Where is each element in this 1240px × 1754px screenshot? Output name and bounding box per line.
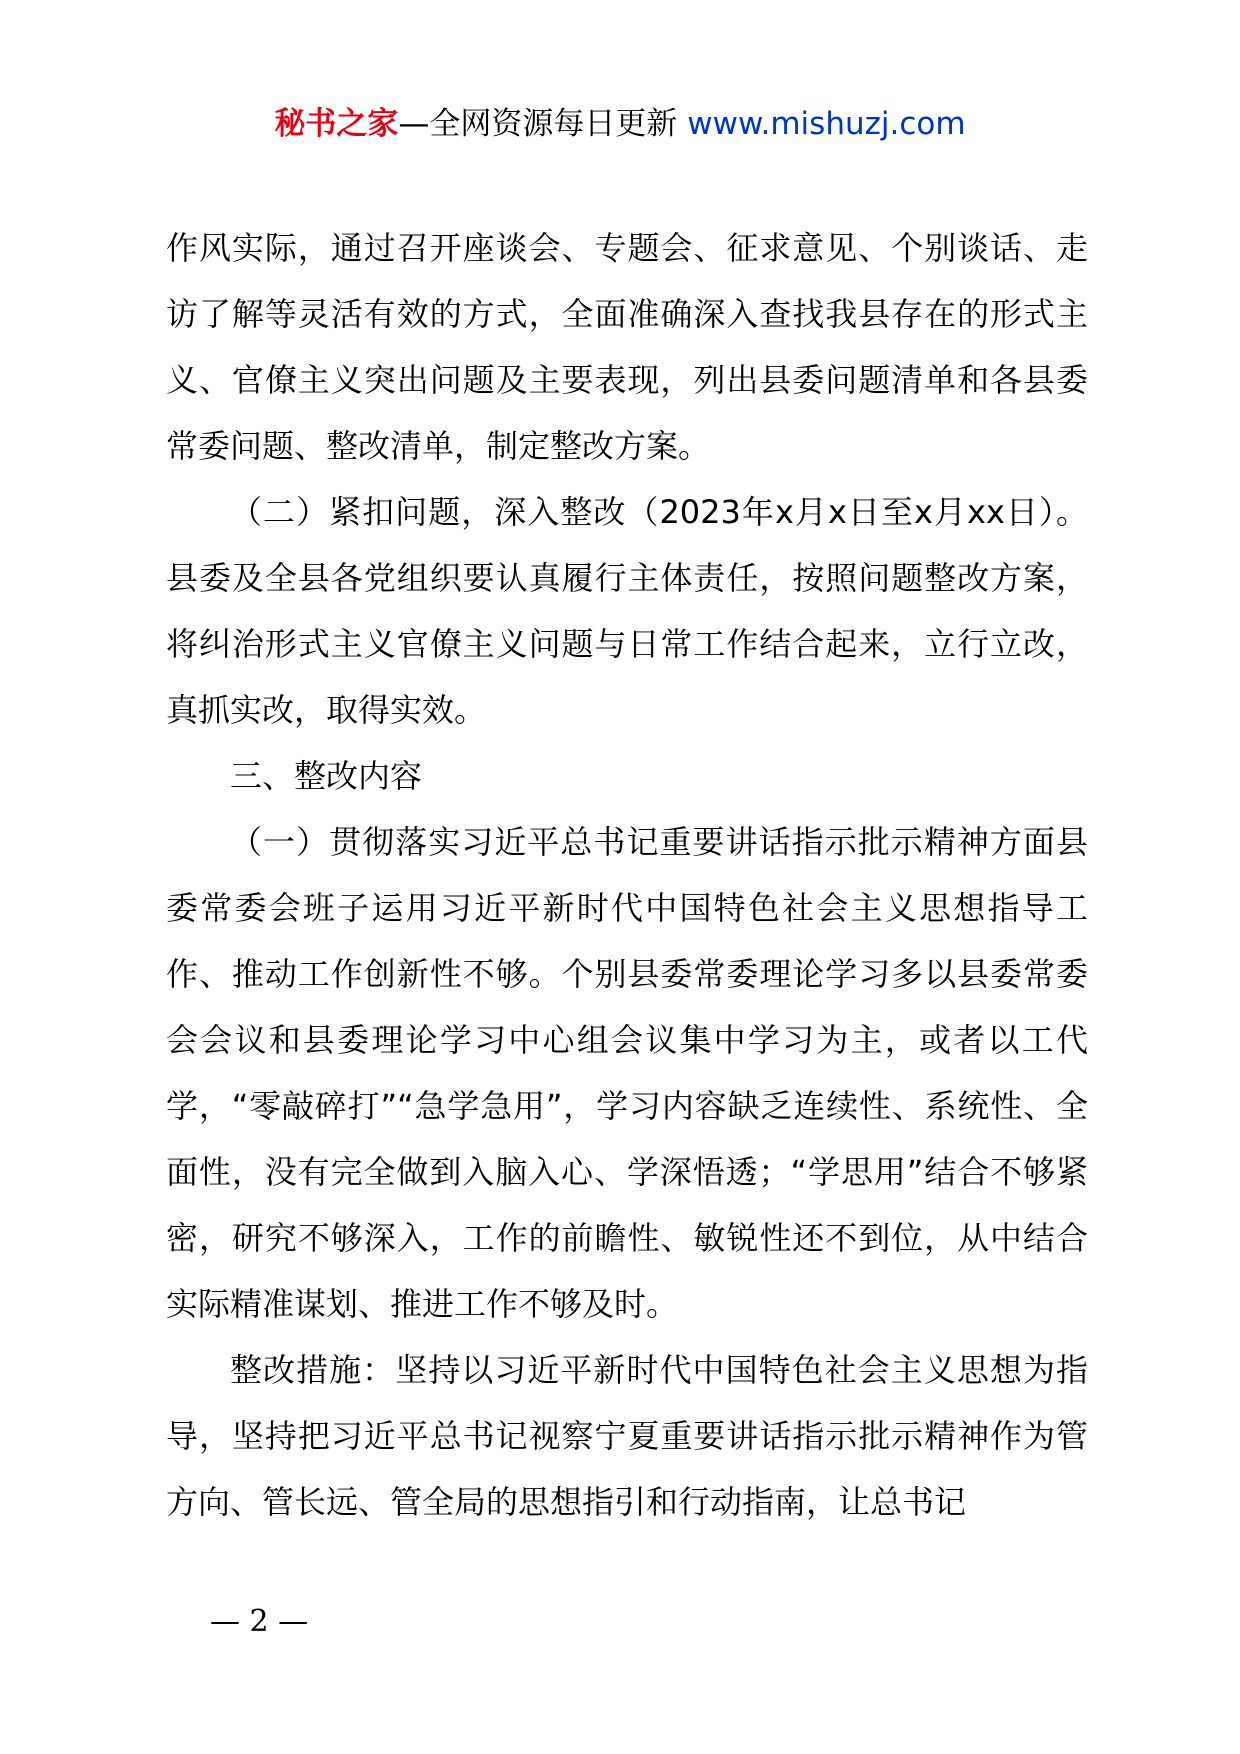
header-tagline: —全网资源每日更新 xyxy=(398,106,688,142)
paragraph: 整改措施：坚持以习近平新时代中国特色社会主义思想为指导，坚持把习近平总书记视察宁夏重要讲话指示批示精神作为管方向、管长远、管全局的思想指引和行动指南，让总书记 xyxy=(166,1351,1088,1521)
page-number: — 2 — xyxy=(210,1604,309,1639)
brand-name: 秘书之家 xyxy=(274,106,399,142)
paragraph: （二）紧扣问题，深入整改（2023年x月x日至x月xx日）。县委及全县各党组织要认真履行主体责任，按照问题整改方案，将纠治形式主义官僚主义问题与日常工作结合起来，立行立改，真抓实改，取得实效。 xyxy=(166,493,1088,729)
site-url-link[interactable]: www.mishuzj.com xyxy=(687,106,966,142)
document-body xyxy=(166,215,1088,1535)
paragraph: （一）贯彻落实习近平总书记重要讲话指示批示精神方面县委常委会班子运用习近平新时代中国特色社会主义思想指导工作、推动工作创新性不够。个别县委常委理论学习多以县委常委会会议和县委理论学习中心组会议集中学习为主，或者以工代学，“零敲碎打”“急学急用”，学习内容缺乏连续性、系统性、全面性，没有完全做到入脑入心、学深悟透；“学思用”结合不够紧密，研究不够深入，工作的前瞻性、敏锐性还不到位，从中结合实际精准谋划、推进工作不够及时。 xyxy=(166,823,1088,1323)
section-heading: 三、整改内容 xyxy=(230,757,423,795)
paragraph: 作风实际，通过召开座谈会、专题会、征求意见、个别谈话、走访了解等灵活有效的方式，全面准确深入查找我县存在的形式主义、官僚主义突出问题及主要表现，列出县委问题清单和各县委常委问题、整改清单，制定整改方案。 xyxy=(166,229,1088,465)
site-header xyxy=(0,100,1240,148)
